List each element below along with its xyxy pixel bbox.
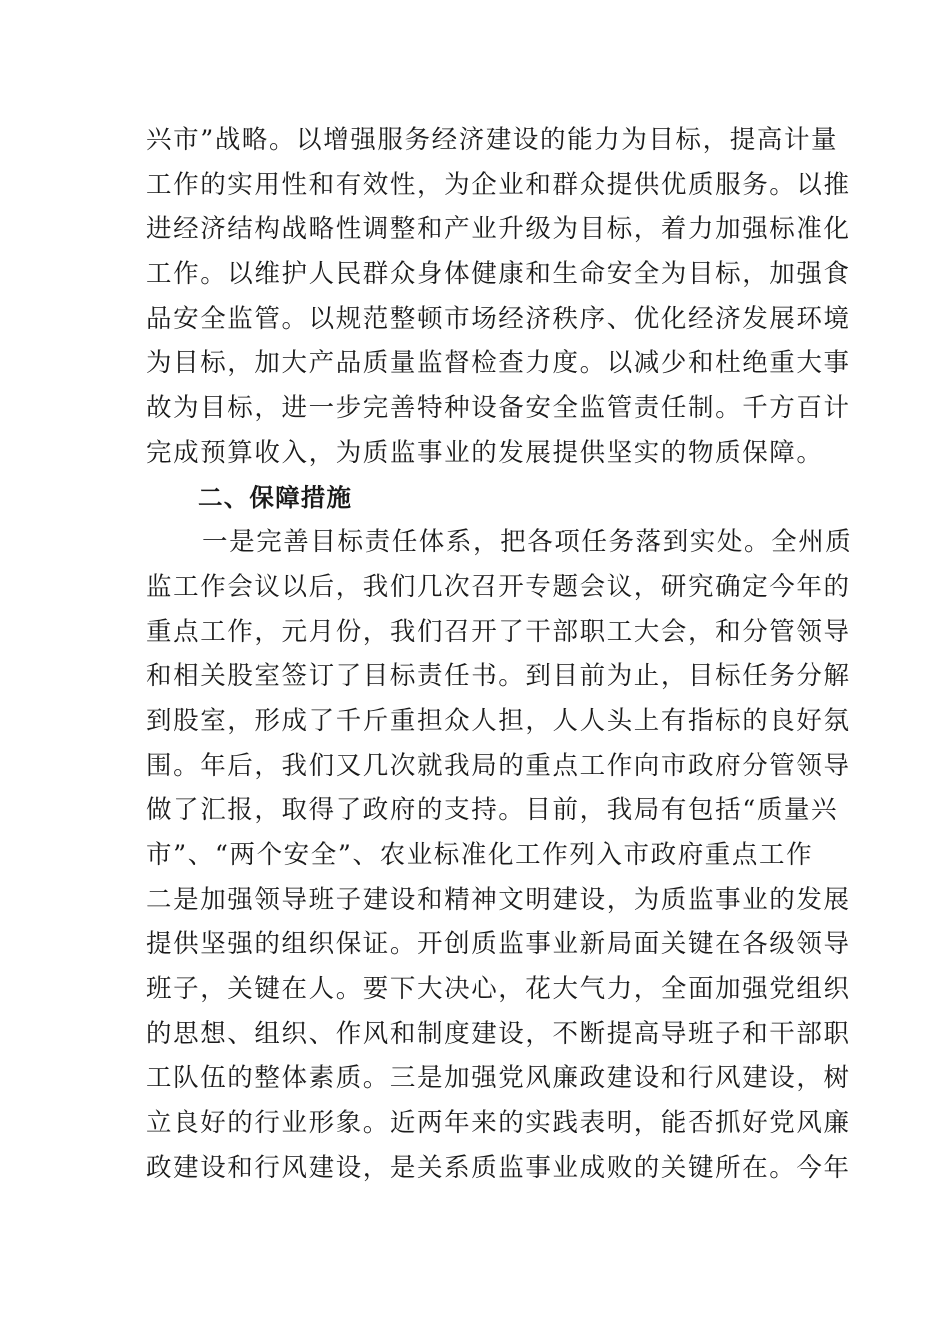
section-heading: 二、保障措施 — [198, 482, 353, 512]
paragraph-line: 为目标，加大产品质量监督检查力度。以减少和杜绝重大事 — [146, 348, 851, 379]
paragraph-line: 到股室，形成了千斤重担众人担，人人头上有指标的良好氛 — [146, 705, 851, 736]
paragraph-line: 政建设和行风建设，是关系质监事业成败的关键所在。今年 — [146, 1152, 851, 1183]
paragraph-line: 进经济结构战略性调整和产业升级为目标，着力加强标准化 — [146, 214, 851, 245]
paragraph-line: 的思想、组织、作风和制度建设，不断提高导班子和干部职 — [146, 1018, 851, 1049]
paragraph-line: 立良好的行业形象。近两年来的实践表明，能否抓好党风廉 — [146, 1108, 851, 1139]
paragraph-line: 和相关股室签订了目标责任书。到目前为止，目标任务分解 — [146, 661, 851, 692]
paragraph-line: 故为目标，进一步完善特种设备安全监管责任制。千方百计 — [146, 393, 851, 424]
paragraph-line: 工队伍的整体素质。三是加强党风廉政建设和行风建设，树 — [146, 1063, 851, 1094]
paragraph-line: 一是完善目标责任体系，把各项任务落到实处。全州质 — [202, 527, 853, 558]
paragraph-line: 工作的实用性和有效性，为企业和群众提供优质服务。以推 — [146, 169, 851, 200]
paragraph-line: 监工作会议以后，我们几次召开专题会议，研究确定今年的 — [146, 571, 851, 602]
paragraph-line: 品安全监管。以规范整顿市场经济秩序、优化经济发展环境 — [146, 303, 851, 334]
paragraph-line: 重点工作，元月份，我们召开了干部职工大会，和分管领导 — [146, 616, 851, 647]
paragraph-line: 二是加强领导班子建设和精神文明建设，为质监事业的发展 — [146, 884, 851, 915]
paragraph-line: 工作。以维护人民群众身体健康和生命安全为目标，加强食 — [146, 259, 851, 290]
paragraph-line: 班子，关键在人。要下大决心，花大气力，全面加强党组织 — [146, 974, 851, 1005]
paragraph-line: 市”、“两个安全”、农业标准化工作列入市政府重点工作 — [146, 840, 814, 870]
paragraph-line: 完成预算收入，为质监事业的发展提供坚实的物质保障。 — [146, 437, 824, 468]
paragraph-line: 做了汇报，取得了政府的支持。目前，我局有包括“质量兴 — [146, 795, 839, 826]
paragraph-line: 提供坚强的组织保证。开创质监事业新局面关键在各级领导 — [146, 929, 851, 960]
paragraph-line: 围。年后，我们又几次就我局的重点工作向市政府分管领导 — [146, 750, 851, 781]
paragraph-line: 兴市”战略。以增强服务经济建设的能力为目标，提高计量 — [146, 125, 839, 155]
document-body — [146, 118, 853, 1191]
